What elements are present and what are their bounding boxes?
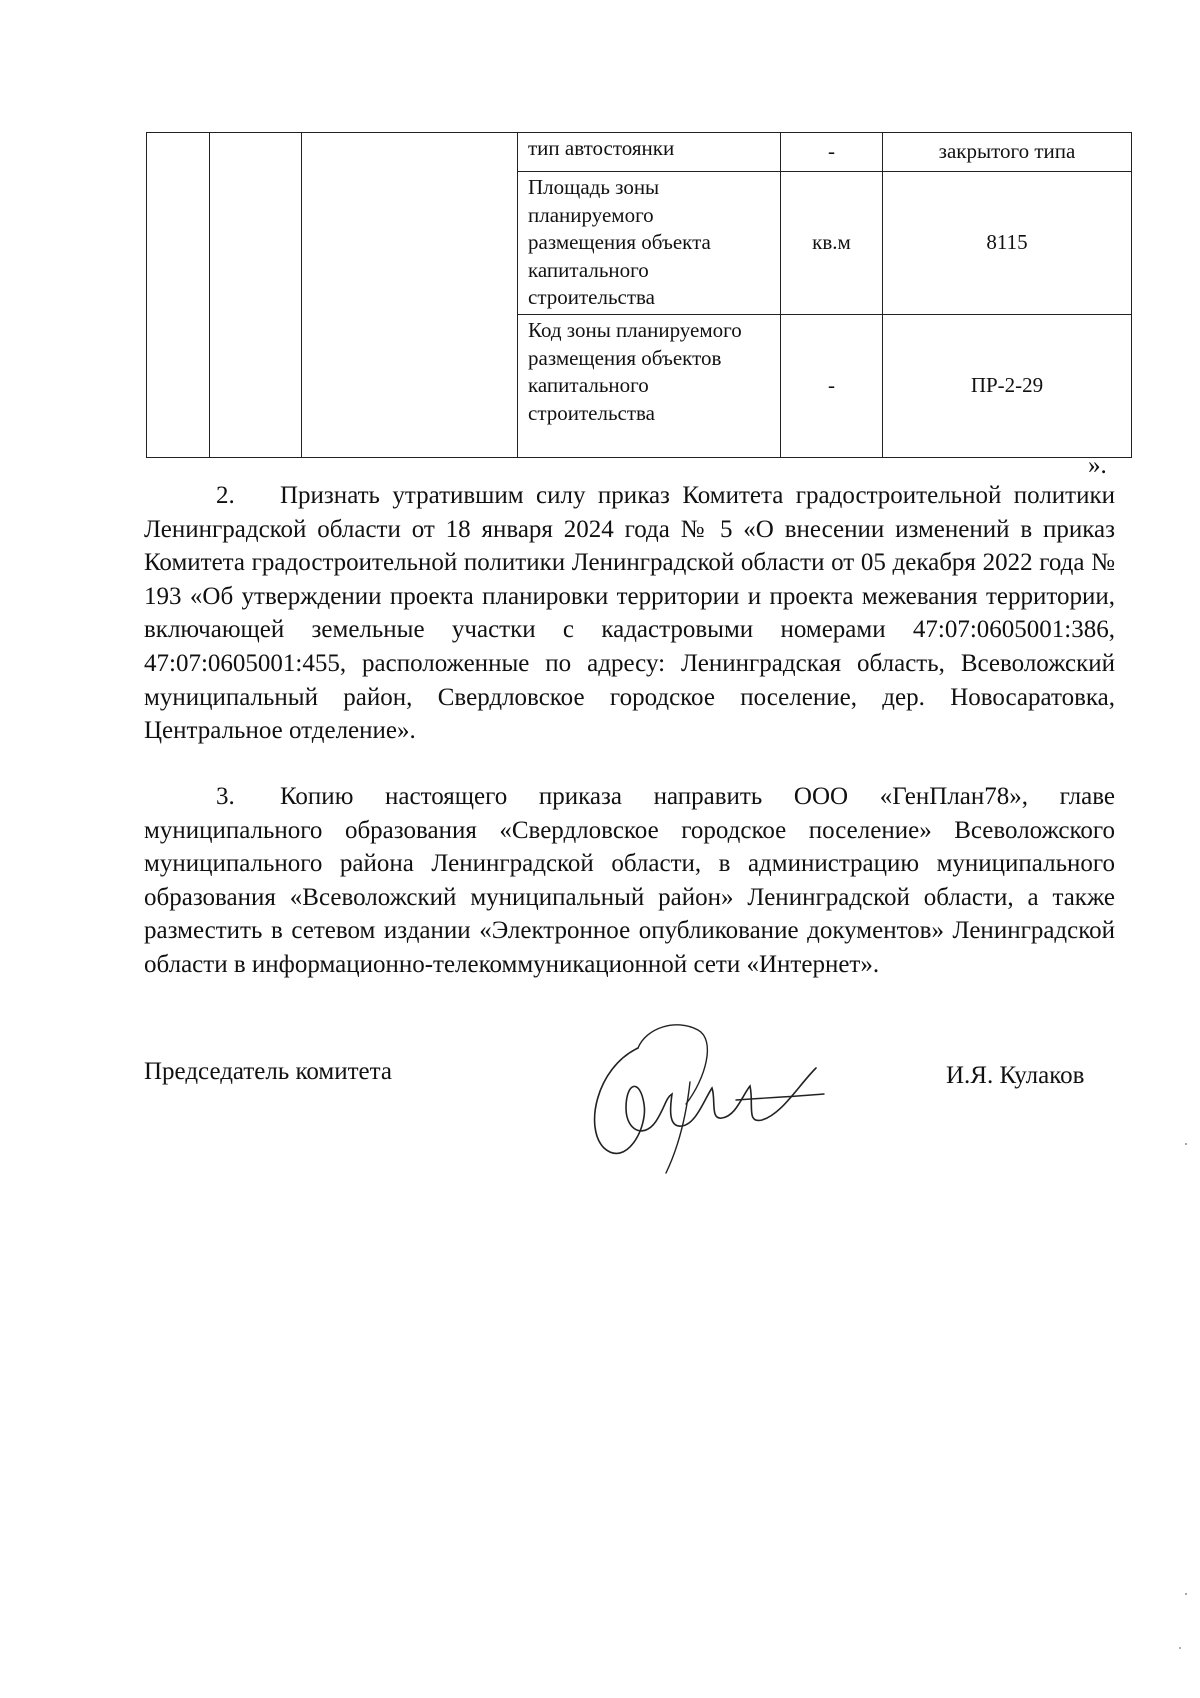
parameter-cell: Код зоны планируемого размещения объектов капитального строительства bbox=[518, 315, 781, 458]
unit-cell: - bbox=[781, 133, 883, 172]
value-cell: закрытого типа bbox=[883, 133, 1132, 172]
paragraph-text: Признать утратившим силу приказ Комитета градостроительной политики Ленинградской области от 18 января 2024 года № 5 «О внесении изменений в приказ Комитета градостроительной политики Ленинградской области от 05 декабря 2022 года № 193 «Об утверждении проекта планировки территории и проекта межевания территории, включающей земельные участки с кадастровыми номерами 47:07:0605001:386, 47:07:0605001:455, расположенные по адресу: Ленинградская область, Всеволожский муниципальный район, Свердловское городское поселение, дер. Новосаратовка, Центральное отделение». bbox=[144, 482, 1115, 745]
signer-title: Председатель комитета bbox=[144, 1058, 392, 1085]
paragraph-number: 2. bbox=[216, 482, 235, 509]
unit-cell: кв.м bbox=[781, 172, 883, 315]
value-cell: 8115 bbox=[883, 172, 1132, 315]
table-closing-quote: ». bbox=[1088, 452, 1107, 479]
table-row bbox=[147, 133, 1132, 172]
unit-cell: - bbox=[781, 315, 883, 458]
value-cell: ПР-2-29 bbox=[883, 315, 1132, 458]
signer-name: И.Я. Кулаков bbox=[946, 1062, 1085, 1089]
parameter-cell: тип автостоянки bbox=[518, 133, 781, 172]
paragraph-3 bbox=[144, 780, 1115, 982]
empty-cell bbox=[210, 133, 302, 458]
paragraph-text: Копию настоящего приказа направить ООО «ГенПлан78», главе муниципального образования «Свердловское городское поселение» Всеволожского муниципального района Ленинградской области, в администрацию муниципального образования «Всеволожский муниципальный район» Ленинградской области, а также разместить в сетевом издании «Электронное опубликование документов» Ленинградской области в информационно-телекоммуникационной сети «Интернет». bbox=[144, 783, 1115, 978]
parameter-cell: Площадь зоны планируемого размещения объекта капитального строительства bbox=[518, 172, 781, 315]
paragraph-2 bbox=[144, 479, 1115, 748]
empty-cell bbox=[302, 133, 518, 458]
handwritten-signature bbox=[586, 1008, 826, 1178]
empty-cell bbox=[147, 133, 210, 458]
parameters-table bbox=[146, 132, 1132, 458]
paragraph-number: 3. bbox=[216, 783, 235, 810]
